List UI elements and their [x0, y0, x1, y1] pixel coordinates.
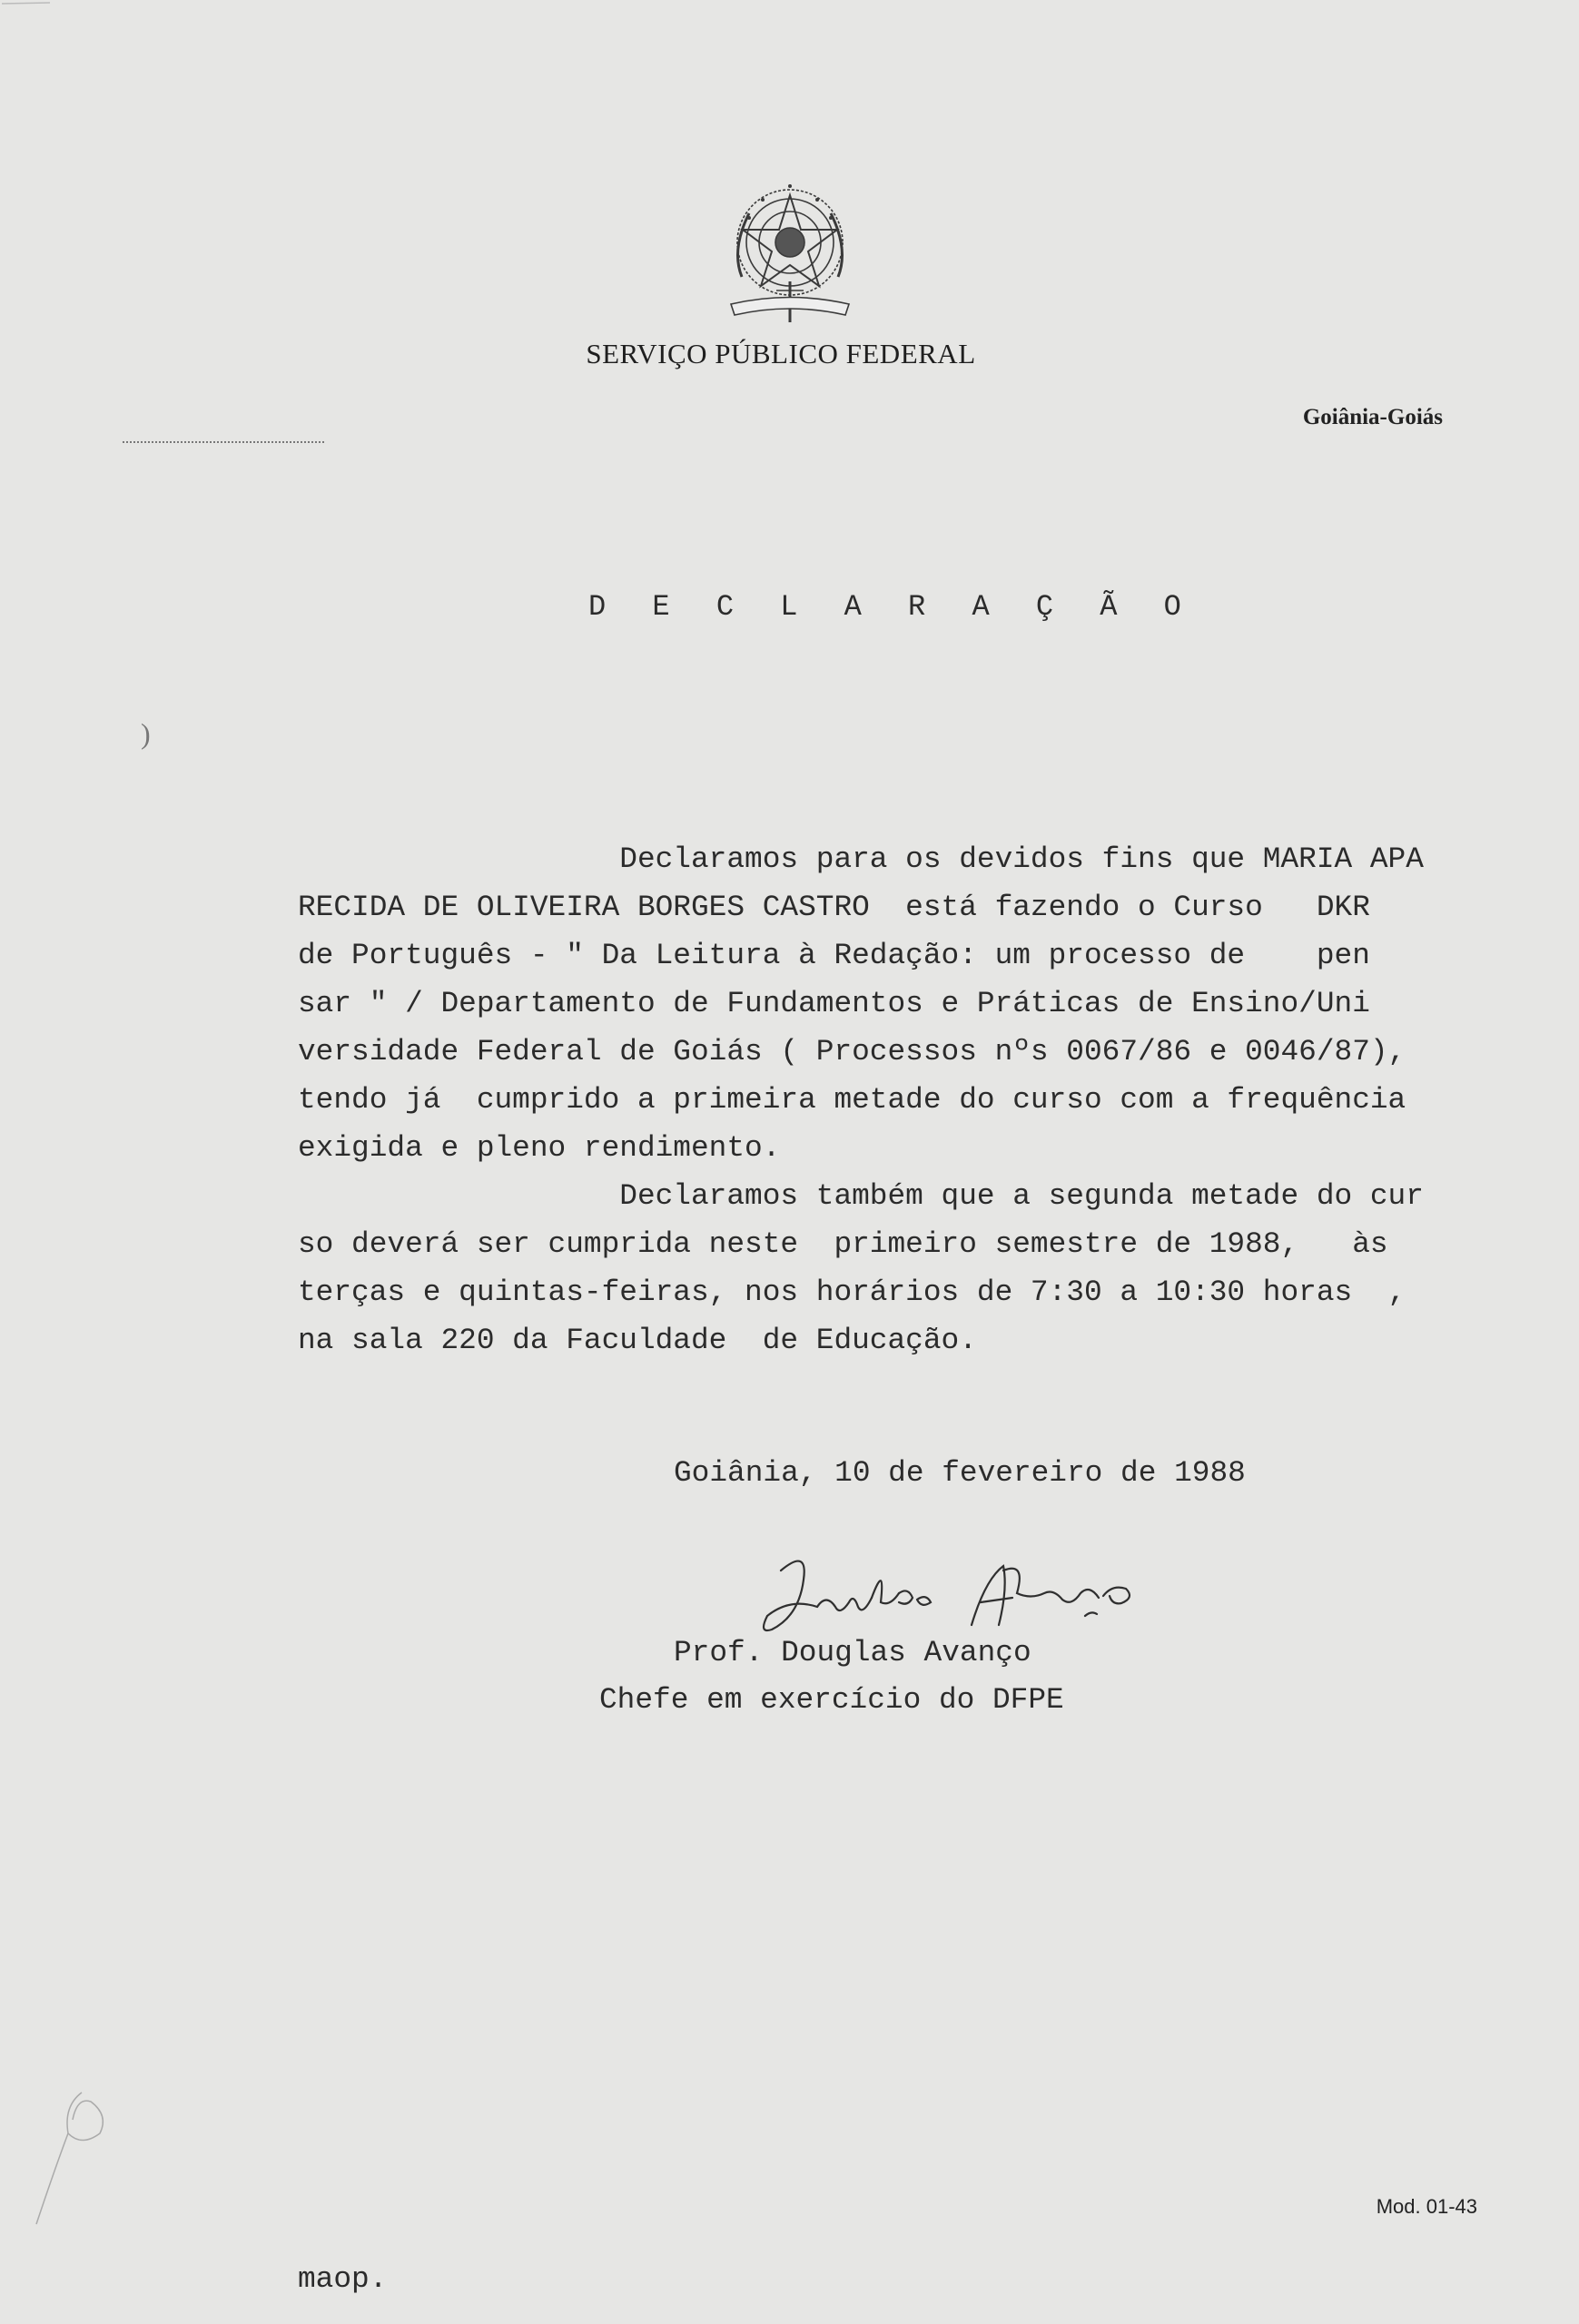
body-line: tendo já cumprido a primeira metade do curso com a frequência	[298, 1083, 1406, 1117]
body-line: na sala 220 da Faculdade de Educação.	[298, 1324, 977, 1357]
signer-name: Prof. Douglas Avanço	[674, 1636, 1031, 1669]
typist-initials: maop.	[298, 2262, 388, 2296]
signer-role: Chefe em exercício do DFPE	[599, 1683, 1064, 1717]
document-title: D E C L A R A Ç Ã O	[588, 590, 1196, 624]
body-line: so deverá ser cumprida neste primeiro semestre de 1988, às	[298, 1227, 1388, 1261]
body-line: sar " / Departamento de Fundamentos e Práticas de Ensino/Uni	[298, 987, 1370, 1020]
model-code: Mod. 01-43	[1376, 2195, 1477, 2218]
city-header: Goiânia-Goiás	[1302, 405, 1443, 429]
body-line: terças e quintas-feiras, nos horários de 7:30 a 10:30 horas ,	[298, 1275, 1406, 1309]
body-line: exigida e pleno rendimento.	[298, 1131, 781, 1165]
body-line: RECIDA DE OLIVEIRA BORGES CASTRO está fazendo o Curso DKR	[298, 891, 1370, 924]
margin-mark: )	[141, 717, 151, 750]
dotted-line	[123, 441, 324, 443]
faint-stamp-mark	[27, 2079, 127, 2233]
date-line: Goiânia, 10 de fevereiro de 1988	[674, 1456, 1246, 1490]
body-line: versidade Federal de Goiás ( Processos nºs 0067/86 e 0046/87),	[298, 1035, 1406, 1068]
organization-header: SERVIÇO PÚBLICO FEDERAL	[586, 338, 976, 369]
body-line: de Português - " Da Leitura à Redação: um processo de pen	[298, 939, 1370, 972]
coat-of-arms-seal	[722, 177, 858, 331]
body-line: Declaramos também que a segunda metade do cur	[298, 1179, 1424, 1213]
body-line: Declaramos para os devidos fins que MARIA APA	[298, 842, 1424, 876]
paper-mark	[0, 0, 54, 9]
